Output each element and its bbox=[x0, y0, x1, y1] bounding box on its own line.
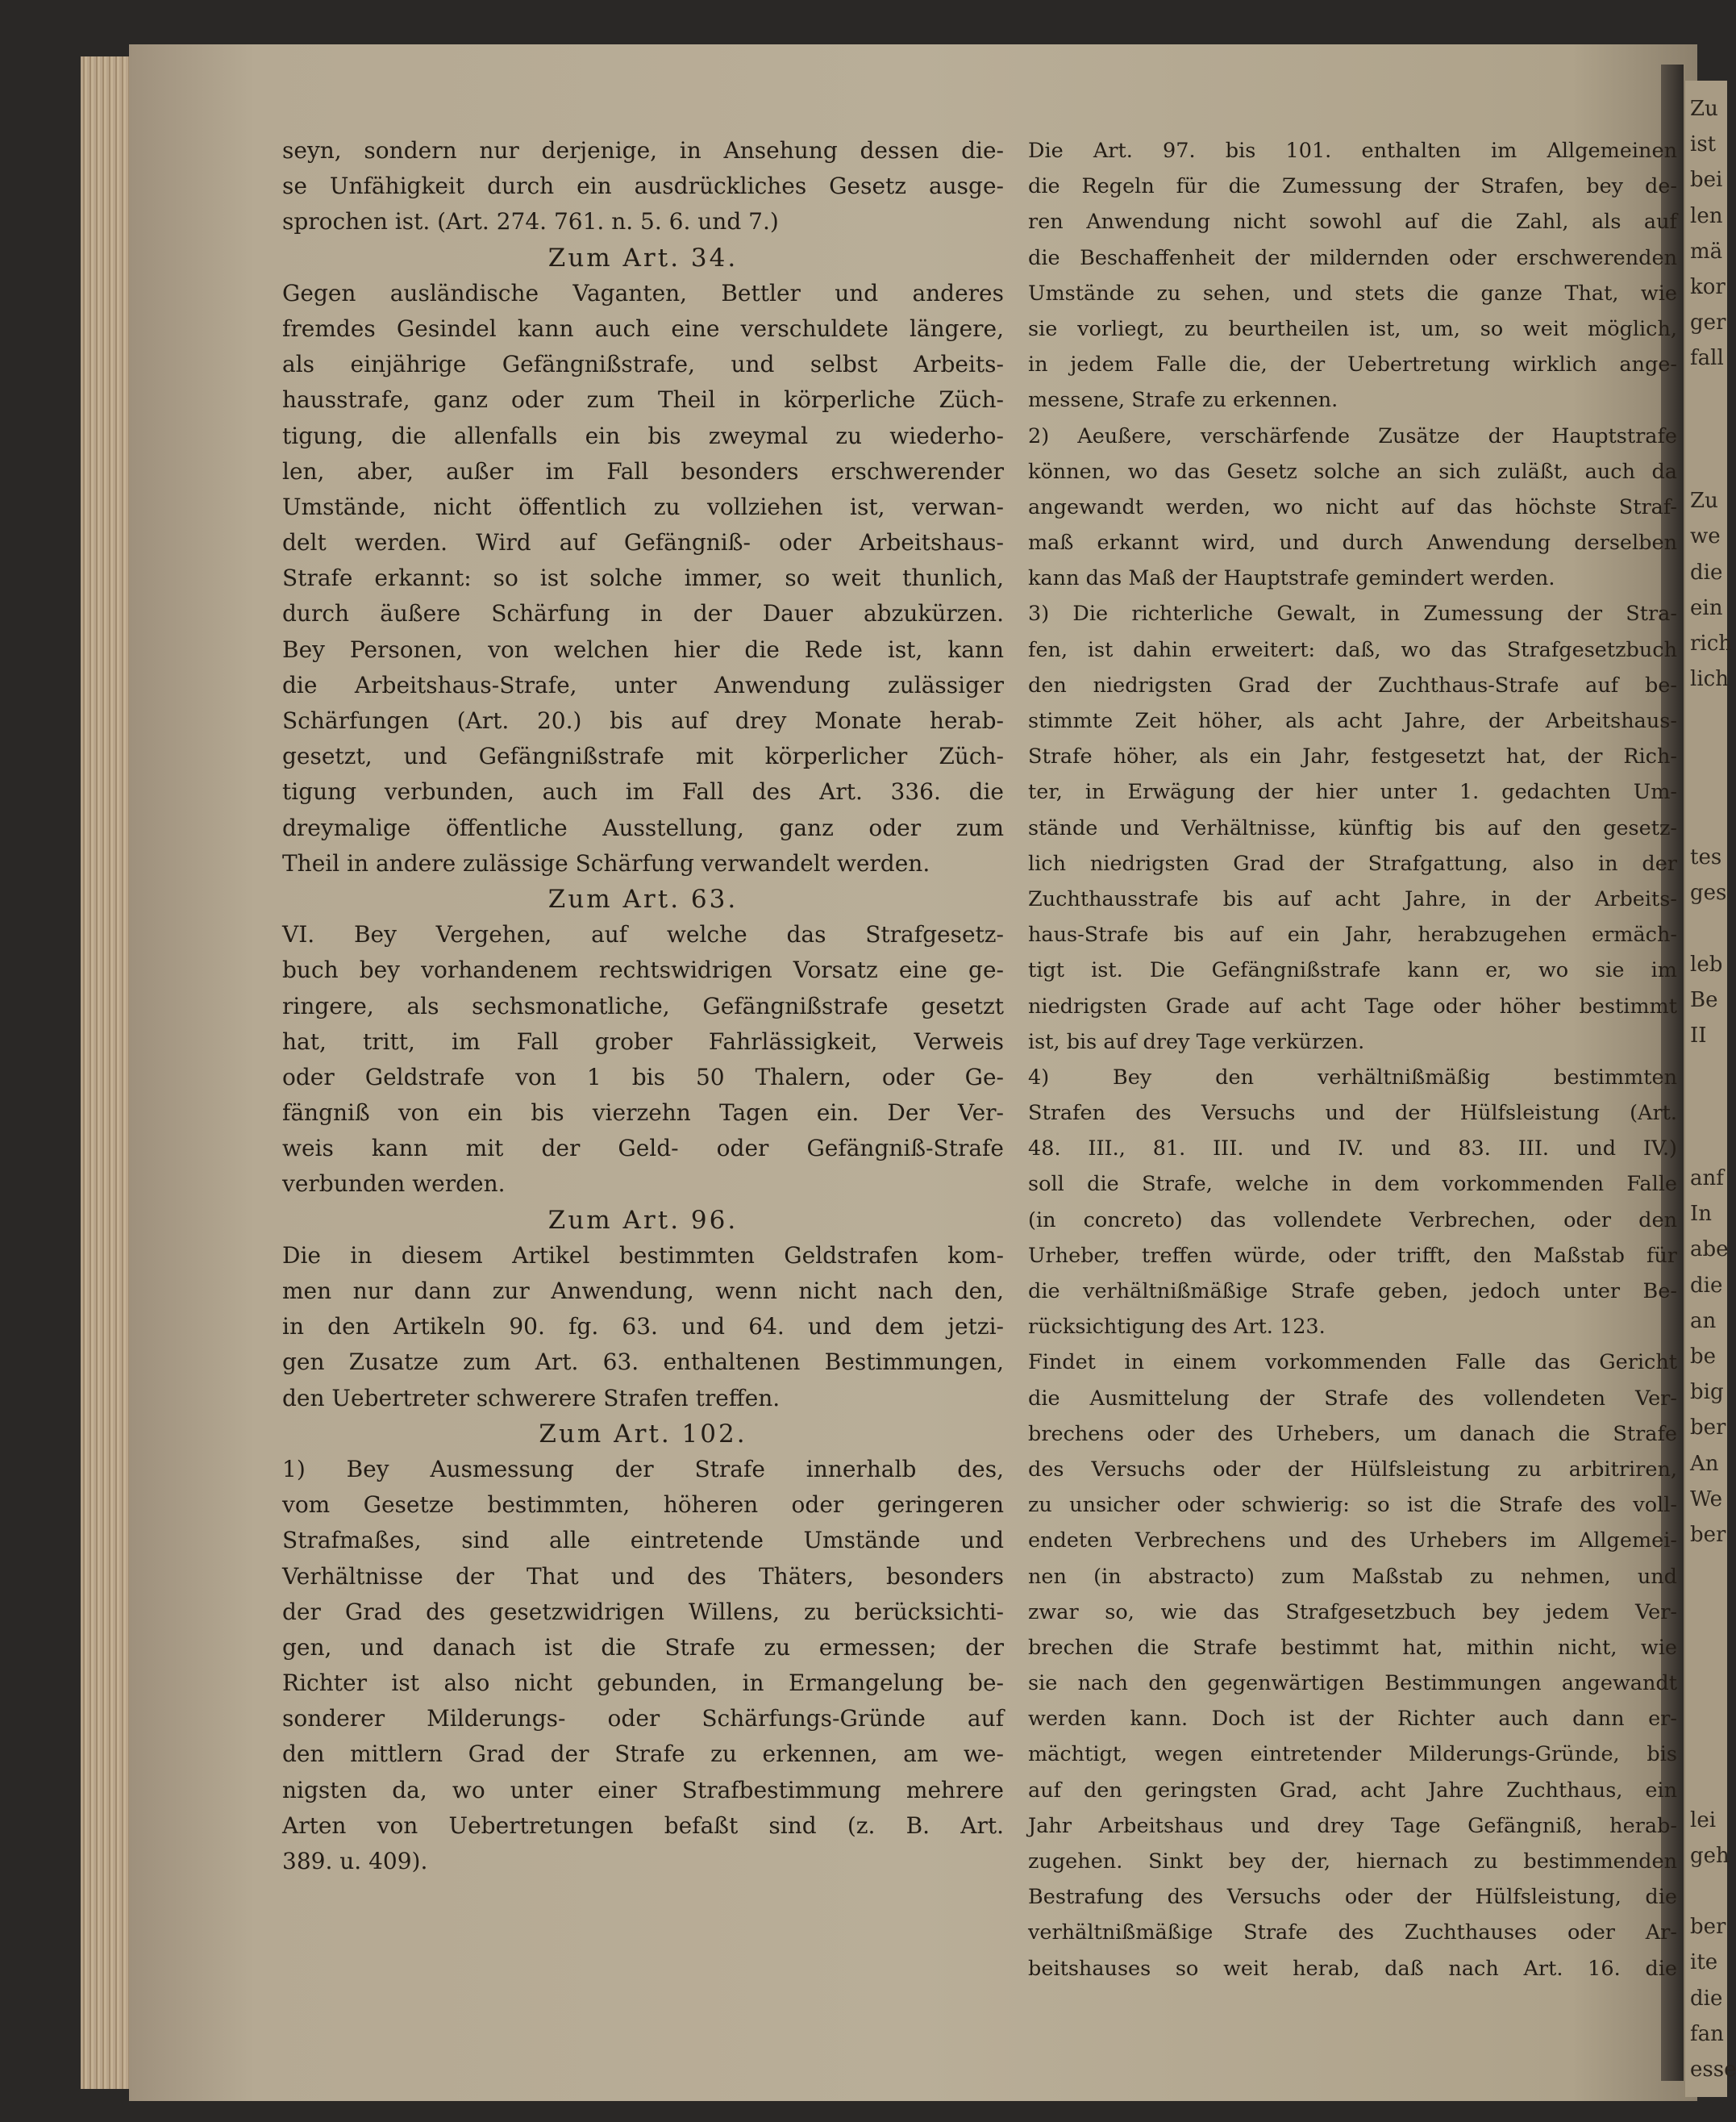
text-line: 2) Aeußere, verschärfende Zusätze der Hauptstrafe bbox=[1028, 423, 1677, 448]
text-line: die Ausmittelung der Strafe des vollendeten Ver- bbox=[1028, 1386, 1677, 1411]
text-line: ist, bis auf drey Tage verkürzen. bbox=[1028, 1029, 1365, 1054]
text-line: verbunden werden. bbox=[282, 1170, 506, 1198]
text-line: Urheber, treffen würde, oder trifft, den Maßstab für bbox=[1028, 1243, 1677, 1268]
next-page-fragment: geh bbox=[1690, 1843, 1730, 1868]
text-line: messene, Strafe zu erkennen. bbox=[1028, 388, 1338, 413]
next-page-fragment: lich bbox=[1690, 667, 1729, 692]
section-heading: Zum Art. 96. bbox=[547, 1205, 739, 1235]
next-page-fragment bbox=[1690, 1628, 1727, 1656]
text-line: ren Anwendung nicht sowohl auf die Zahl, als auf bbox=[1028, 210, 1677, 235]
text-line: den niedrigsten Grad der Zuchthaus-Strafe auf be- bbox=[1028, 673, 1677, 698]
text-line: soll die Strafe, welche in dem vorkommenden Falle bbox=[1028, 1172, 1677, 1197]
next-page-fragment: die bbox=[1690, 1273, 1723, 1298]
text-line: Theil in andere zulässige Schärfung verwandelt werden. bbox=[282, 849, 930, 877]
text-line: 389. u. 409). bbox=[282, 1848, 428, 1874]
section-heading: Zum Art. 102. bbox=[539, 1419, 747, 1449]
next-page-fragment: lei bbox=[1690, 1807, 1717, 1832]
text-line: fremdes Gesindel kann auch eine verschuldete längere, bbox=[282, 315, 1004, 342]
section-heading: Zum Art. 63. bbox=[547, 884, 739, 914]
next-page-fragment: Zu bbox=[1690, 489, 1718, 514]
next-page-fragment bbox=[1690, 1770, 1727, 1798]
text-line: beitshauses so weit herab, daß nach Art. 16. die bbox=[1028, 1956, 1677, 1981]
text-line: sie vorliegt, zu beurtheilen ist, um, so weit möglich, bbox=[1028, 316, 1677, 341]
text-line: 48. III., 81. III. und IV. und 83. III. und IV.) bbox=[1028, 1136, 1677, 1161]
text-line: Gegen ausländische Vaganten, Bettler und anderes bbox=[282, 279, 1004, 306]
text-line: Umstände zu sehen, und stets die ganze That, wie bbox=[1028, 281, 1677, 306]
text-line: seyn, sondern nur derjenige, in Ansehung dessen die- bbox=[282, 137, 1004, 164]
next-page-fragment: mä bbox=[1690, 239, 1723, 264]
text-line: den mittlern Grad der Strafe zu erkennen, am we- bbox=[282, 1741, 1004, 1768]
text-line: zu unsicher oder schwierig: so ist die Strafe des voll- bbox=[1028, 1493, 1677, 1518]
text-line: (in concreto) das vollendete Verbrechen, oder den bbox=[1028, 1207, 1677, 1232]
text-line: Die Art. 97. bis 101. enthalten im Allgemeinen bbox=[1028, 139, 1677, 163]
next-page-fragment bbox=[1690, 1735, 1727, 1762]
next-page-fragment: ber bbox=[1690, 1523, 1726, 1547]
text-line: hausstrafe, ganz oder zum Theil in körperliche Züch- bbox=[282, 386, 1004, 414]
text-line: können, wo das Gesetz solche an sich zuläßt, auch da bbox=[1028, 459, 1677, 484]
text-line: Strafen des Versuchs und der Hülfsleistung (Art. bbox=[1028, 1101, 1677, 1126]
next-page-fragment: an bbox=[1690, 1308, 1717, 1333]
text-line: der Grad des gesetzwidrigen Willens, zu berücksichti- bbox=[282, 1598, 1004, 1625]
text-line: hat, tritt, im Fall grober Fahrlässigkeit, Verweis bbox=[282, 1028, 1004, 1055]
next-page-fragment: ein bbox=[1690, 595, 1723, 620]
next-page-fragment: die bbox=[1690, 1986, 1723, 2011]
text-line: kann das Maß der Hauptstrafe gemindert werden. bbox=[1028, 566, 1555, 591]
text-line: fängniß von ein bis vierzehn Tagen ein. Der Ver- bbox=[282, 1099, 1004, 1127]
text-line: dreymalige öffentliche Ausstellung, ganz oder zum bbox=[282, 814, 1004, 841]
text-line: Richter ist also nicht gebunden, in Ermangelung be- bbox=[282, 1670, 1004, 1697]
text-line: sie nach den gegenwärtigen Bestimmungen angewandt bbox=[1028, 1671, 1677, 1696]
next-page-fragment: kor bbox=[1690, 275, 1726, 299]
text-line: VI. Bey Vergehen, auf welche das Strafgesetz- bbox=[282, 921, 1004, 948]
text-line: als einjährige Gefängnißstrafe, und selbst Arbeits- bbox=[282, 351, 1004, 378]
text-line: zwar so, wie das Strafgesetzbuch bey jedem Ver- bbox=[1028, 1599, 1677, 1624]
text-line: rücksichtigung des Art. 123. bbox=[1028, 1315, 1326, 1340]
text-line: len, aber, außer im Fall besonders erschwerender bbox=[282, 457, 1004, 485]
text-line: Zuchthausstrafe bis auf acht Jahre, in der Arbeits- bbox=[1028, 886, 1677, 911]
next-page-fragment: tes bbox=[1690, 845, 1722, 870]
text-line: oder Geldstrafe von 1 bis 50 Thalern, oder Ge- bbox=[282, 1063, 1004, 1090]
text-line: Strafmaßes, sind alle eintretende Umstände und bbox=[282, 1527, 1004, 1554]
next-page-fragment: Zu bbox=[1690, 97, 1718, 121]
section-heading: Zum Art. 34. bbox=[547, 243, 739, 273]
text-line: tigung verbunden, auch im Fall des Art. 336. die bbox=[282, 778, 1004, 806]
next-page-fragment bbox=[1690, 915, 1727, 943]
text-line: zugehen. Sinkt bey der, hiernach zu bestimmenden bbox=[1028, 1849, 1677, 1874]
text-line: gesetzt, und Gefängnißstrafe mit körperlicher Züch- bbox=[282, 743, 1004, 770]
text-line: men nur dann zur Anwendung, wenn nicht nach den, bbox=[282, 1278, 1004, 1304]
next-page-fragment: bei bbox=[1690, 168, 1723, 193]
next-page-fragment bbox=[1690, 773, 1727, 800]
next-page-fragment bbox=[1690, 381, 1727, 408]
text-line: stände und Verhältnisse, künftig bis auf den gesetz- bbox=[1028, 815, 1677, 840]
text-line: lich niedrigsten Grad der Strafgattung, also in der bbox=[1028, 851, 1677, 876]
text-line: endeten Verbrechens und des Urhebers im Allgemei- bbox=[1028, 1528, 1677, 1553]
text-line: sonderer Milderungs- oder Schärfungs-Gründe auf bbox=[282, 1705, 1004, 1732]
text-line: weis kann mit der Geld- oder Gefängniß-Strafe bbox=[282, 1135, 1004, 1162]
text-line: angewandt werden, wo nicht auf das höchste Straf- bbox=[1028, 494, 1677, 519]
next-page-fragment: fan bbox=[1690, 2021, 1724, 2046]
text-line: mächtigt, wegen eintretender Milderungs-Gründe, bis bbox=[1028, 1742, 1677, 1767]
next-page-fragment: In bbox=[1690, 1202, 1713, 1227]
text-line: delt werden. Wird auf Gefängniß- oder Arbeitshaus- bbox=[282, 529, 1004, 557]
next-page-fragment: ges bbox=[1690, 881, 1727, 906]
text-line: Die in diesem Artikel bestimmten Geldstrafen kom- bbox=[282, 1241, 1004, 1269]
next-page-fragment: we bbox=[1690, 524, 1721, 549]
next-page-fragment bbox=[1690, 701, 1727, 728]
text-line: gen, und danach ist die Strafe zu ermessen; der bbox=[282, 1633, 1004, 1661]
text-line: ringere, als sechsmonatliche, Gefängnißstrafe gesetzt bbox=[282, 992, 1004, 1019]
text-line: maß erkannt wird, und durch Anwendung derselben bbox=[1028, 531, 1677, 556]
next-page-fragment bbox=[1690, 1129, 1727, 1157]
next-page-fragment: ber bbox=[1690, 1415, 1726, 1440]
next-page-fragment: leb bbox=[1690, 952, 1723, 977]
text-line: sprochen ist. (Art. 274. 761. n. 5. 6. und 7.) bbox=[282, 208, 779, 236]
next-page-fragment: II bbox=[1690, 1023, 1707, 1048]
right-text-column bbox=[1028, 133, 1677, 1987]
text-line: gen Zusatze zum Art. 63. enthaltenen Bestimmungen, bbox=[282, 1349, 1004, 1376]
text-line: werden kann. Doch ist der Richter auch dann er- bbox=[1028, 1707, 1677, 1732]
next-page-fragment bbox=[1690, 1592, 1727, 1620]
next-page-fragment: die bbox=[1690, 560, 1723, 585]
left-text-column bbox=[282, 133, 1004, 1879]
text-line: 3) Die richterliche Gewalt, in Zumessung der Stra- bbox=[1028, 602, 1677, 627]
text-line: Arten von Uebertretungen befaßt sind (z. B. Art. bbox=[282, 1811, 1004, 1839]
next-page-fragment: anf bbox=[1690, 1166, 1724, 1190]
text-line: die Regeln für die Zumessung der Strafen, bey de- bbox=[1028, 174, 1677, 199]
text-line: tigt ist. Die Gefängnißstrafe kann er, wo sie im bbox=[1028, 958, 1677, 983]
text-line: brechen die Strafe bestimmt hat, mithin nicht, wie bbox=[1028, 1635, 1677, 1660]
text-line: haus-Strafe bis auf ein Jahr, herabzugehen ermäch- bbox=[1028, 923, 1677, 948]
text-line: den Uebertreter schwerere Strafen treffen. bbox=[282, 1384, 781, 1411]
text-line: Strafe erkannt: so ist solche immer, so weit thunlich, bbox=[282, 565, 1004, 592]
text-line: in den Artikeln 90. fg. 63. und 64. und dem jetzi- bbox=[282, 1313, 1004, 1340]
text-line: Umstände, nicht öffentlich zu vollziehen ist, verwan- bbox=[282, 493, 1004, 520]
next-page-edge bbox=[1685, 81, 1736, 2097]
text-line: verhältnißmäßige Strafe des Zuchthauses oder Ar- bbox=[1028, 1920, 1677, 1945]
next-page-fragment bbox=[1690, 1878, 1727, 1905]
text-line: buch bey vorhandenem rechtswidrigen Vorsatz eine ge- bbox=[282, 957, 1004, 984]
text-line: vom Gesetze bestimmten, höheren oder geringeren bbox=[282, 1491, 1004, 1519]
next-page-fragment: ite bbox=[1690, 1950, 1718, 1975]
text-line: 1) Bey Ausmessung der Strafe innerhalb des, bbox=[282, 1455, 1004, 1482]
text-line: 4) Bey den verhältnißmäßig bestimmten bbox=[1028, 1065, 1677, 1090]
next-page-fragment: An bbox=[1690, 1451, 1719, 1476]
next-page-fragment: be bbox=[1690, 1344, 1717, 1369]
next-page-fragment: We bbox=[1690, 1486, 1722, 1511]
text-line: Bey Personen, von welchen hier die Rede ist, kann bbox=[282, 636, 1004, 663]
text-line: tigung, die allenfalls ein bis zweymal zu wiederho- bbox=[282, 422, 1004, 449]
text-line: in jedem Falle die, der Uebertretung wirklich ange- bbox=[1028, 352, 1677, 377]
next-page-fragment bbox=[1690, 737, 1727, 765]
next-page-fragment bbox=[1690, 416, 1727, 444]
next-page-fragment: ger bbox=[1690, 311, 1726, 336]
next-page-fragment: ist bbox=[1690, 132, 1717, 157]
next-page-fragment bbox=[1690, 1699, 1727, 1727]
text-line: ter, in Erwägung der hier unter 1. gedachten Um- bbox=[1028, 780, 1677, 805]
next-page-fragment bbox=[1690, 1094, 1727, 1121]
next-page-fragment: esse bbox=[1690, 2057, 1736, 2082]
text-line: stimmte Zeit höher, als acht Jahre, der Arbeitshaus- bbox=[1028, 709, 1677, 733]
next-page-fragment: fall bbox=[1690, 346, 1724, 371]
text-line: Findet in einem vorkommenden Falle das Gericht bbox=[1028, 1350, 1677, 1375]
next-page-fragment: Be bbox=[1690, 988, 1718, 1012]
next-page-fragment bbox=[1690, 452, 1727, 479]
next-page-fragment bbox=[1690, 1557, 1727, 1584]
text-line: Strafe höher, als ein Jahr, festgesetzt hat, der Rich- bbox=[1028, 744, 1677, 769]
text-line: des Versuchs oder der Hülfsleistung zu arbitriren, bbox=[1028, 1457, 1677, 1482]
text-line: auf den geringsten Grad, acht Jahre Zuchthaus, ein bbox=[1028, 1778, 1677, 1803]
next-page-fragment bbox=[1690, 1057, 1727, 1085]
text-line: niedrigsten Grade auf acht Tage oder höher bestimmt bbox=[1028, 994, 1677, 1019]
next-page-fragment: ber bbox=[1690, 1915, 1726, 1940]
text-line: Verhältnisse der That und des Thäters, besonders bbox=[282, 1562, 1004, 1590]
text-line: Jahr Arbeitshaus und drey Tage Gefängniß, herab- bbox=[1028, 1813, 1677, 1838]
text-line: se Unfähigkeit durch ein ausdrückliches Gesetz ausge- bbox=[282, 173, 1004, 200]
text-line: die verhältnißmäßige Strafe geben, jedoch unter Be- bbox=[1028, 1279, 1677, 1303]
next-page-fragment bbox=[1690, 808, 1727, 836]
text-line: Bestrafung des Versuchs oder der Hülfsleistung, die bbox=[1028, 1885, 1677, 1910]
text-line: die Beschaffenheit der mildernden oder erschwerenden bbox=[1028, 245, 1677, 270]
text-line: nen (in abstracto) zum Maßstab zu nehmen, und bbox=[1028, 1564, 1677, 1589]
next-page-fragment: abe bbox=[1690, 1237, 1729, 1262]
text-line: Schärfungen (Art. 20.) bis auf drey Monate herab- bbox=[282, 707, 1004, 734]
text-line: nigsten da, wo unter einer Strafbestimmung mehrere bbox=[282, 1776, 1004, 1803]
text-line: brechens oder des Urhebers, um danach die Strafe bbox=[1028, 1421, 1677, 1446]
next-page-fragment: rich bbox=[1690, 632, 1733, 656]
text-line: fen, ist dahin erweitert: daß, wo das Strafgesetzbuch bbox=[1028, 637, 1677, 662]
next-page-fragment: len bbox=[1690, 203, 1723, 228]
next-page-fragment bbox=[1690, 1664, 1727, 1691]
text-line: die Arbeitshaus-Strafe, unter Anwendung zulässiger bbox=[282, 671, 1004, 698]
next-page-fragment: big bbox=[1690, 1380, 1724, 1405]
text-line: durch äußere Schärfung in der Dauer abzukürzen. bbox=[282, 600, 1004, 627]
